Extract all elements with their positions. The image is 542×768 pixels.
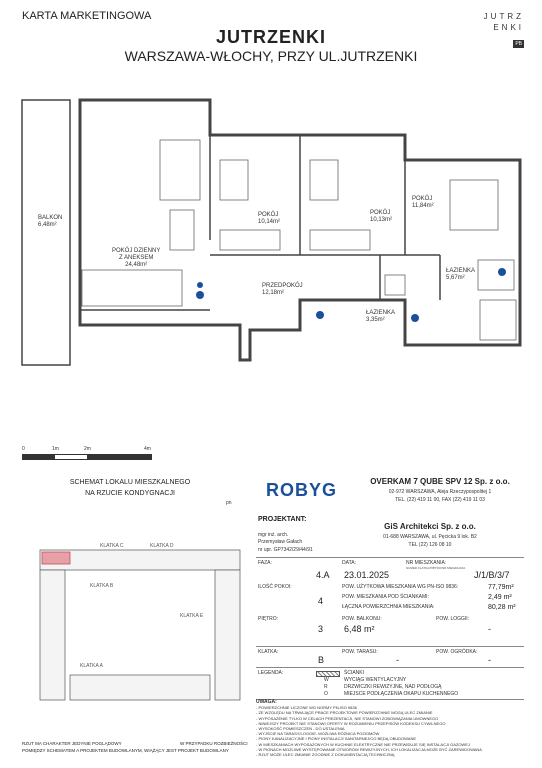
room-pokoj-dzienny: POKÓJ DZIENNY Z ANEKSEM 24,48m² [112,248,161,268]
room-pokoj-2: POKÓJ 10,13m² [370,210,393,223]
ogrodka-label: POW. OGRÓDKA: [436,649,478,655]
klatka-e: KLATKA E [180,613,204,619]
site-plan [20,505,260,705]
info-table-row2 [256,646,524,667]
legend-sym-3: R [324,684,328,690]
room-lazienka-2: ŁAZIENKA 3,35m² [366,310,396,323]
plan-walls [22,100,520,365]
scale-2m: 2m [84,446,91,452]
page-title: JUTRZENKI [215,27,326,47]
unit-highlight [42,552,70,564]
balkon-label: POW. BALKONU: [342,616,382,622]
note-10: - RZUT MOŻE ULEC ZMIANIE ZGODNIE Z DOKUMENTACJĄ TECHNICZNĄ [256,752,395,758]
legend-label: LEGENDA: [258,670,284,676]
floor-plan [0,70,542,400]
projektant-name2: Przemysław Gałach [258,539,303,545]
projektant-name1: mgr inż. arch. [258,532,289,538]
notes-label: UWAGA: [256,699,277,705]
legend-item-1: ŚCIANKI [344,670,365,676]
logo [480,12,524,62]
room-pokoj-3: POKÓJ 11,84m² [412,196,434,209]
footer-right-1: W PRZYPADKU ROZBIEŻNOŚCI [180,741,248,746]
developer-name: OVERKAM 7 QUBE SPV 12 Sp. z o.o. [370,477,510,486]
ps-label: POW. MIESZKANIA POD ŚCIANKAMI: [342,594,429,600]
taras-label: POW. TARASU: [342,649,378,655]
klatka-c: KLATKA C [100,543,124,549]
developer-tel: TEL. (22) 419 11 00, FAX (22) 419 11 03 [395,497,485,503]
klatka-d: KLATKA D [150,543,174,549]
notes [256,699,524,758]
pu-value: 77,79m² [488,584,514,591]
legend [256,667,524,698]
scale-4m: 4m [144,446,151,452]
developer-addr: 02-972 WARSZAWA, Aleja Rzeczypospolitej 1 [388,489,492,495]
pl-value: 80,28 m² [488,604,516,611]
legend-item-4: MIEJSCE PODŁĄCZENIA OKAPU KUCHENNEGO [344,691,459,697]
scale-0: 0 [22,446,25,452]
page-subtitle: WARSZAWA-WŁOCHY, PRZY UL.JUTRZENKI [124,48,418,64]
loggia-value: - [488,624,491,634]
room-lazienka-1: ŁAZIENKA 5,67m² [446,268,476,281]
room-przedpokoj: PRZEDPOKÓJ 12,18m² [262,283,303,296]
schemat-title-2: NA RZUCIE KONDYGNACJI [85,490,175,497]
faza-value: 4.A [316,570,330,580]
projektant-label: PROJEKTANT: [258,516,307,523]
north-label: pn [226,500,232,506]
pietro-label: PIĘTRO: [258,616,279,622]
legend-item-3: DRZWICZKI REWIZYJNE, NAD PODŁOGĄ [344,684,442,690]
klatka-label: KLATKA: [258,649,279,655]
note-1: - POWIERZCHNIE LICZONE WG NORMY PN-ISO 9836 [256,705,357,711]
pu-label: POW. UŻYTKOWA MIESZKANIA WG PN-ISO 9836: [342,584,459,590]
footer-left-1: RZUT MA CHARAKTER JEDYNIE POGLĄDOWY [22,741,122,746]
note-4: - NINIEJSZY PROJEKT NIE STANOWI OFERTY W ROZUMIENIU PRZEPISÓW KODEKSU CYWILNEGO [256,720,446,726]
architect-addr: 01-688 WARSZAWA, ul. Pęcicka 9 lok. B2 [383,534,477,540]
room-pokoj-1: POKÓJ 10,14m² [258,212,281,225]
ogrodka-value: - [488,655,491,665]
logo-bottom: ENKI [493,23,524,32]
pokoi-value: 4 [318,596,324,606]
architect-tel: TEL (22) 126 08 10 [408,542,452,548]
data-label: DATA: [342,560,356,566]
nr-sub: NUMER KLATKA/PIĘTRO/NR MIESZKANIA [406,566,466,570]
legend-sym-2: W [324,677,329,683]
logo-top: JUTRZ [483,12,524,21]
info-table [256,557,524,646]
note-7: - PIONY KANALIZACYJNE I PIONY INSTALACJI SANITARNEJ/CO BĘDĄ OBUDOWANE [256,736,417,742]
room-balkon: BALKON 6,48m² [38,215,63,228]
nr-label: NR MIESZKANIA: [406,560,447,566]
note-8: - W MIESZKANIACH WYPOSAŻONYCH W KUCHNIE ELEKTRYCZNE NIE PRZEWIDUJE SIĘ INSTALACJI GAZOWEJ [256,741,470,747]
klatka-value: B [318,655,325,665]
ps-value: 2,49 m² [488,594,512,601]
scale-1m: 1m [52,446,59,452]
karta-label: KARTA MARKETINGOWA [22,10,152,22]
note-2: - ZE WZGLĘDU NA TRWAJĄCE PRACE PROJEKTOWE POWIERZCHNIE MOGĄ ULEC ZMIANIE [256,710,433,716]
robyg-logo: ROBYG [266,480,338,500]
loggia-label: POW. LOGGII: [436,616,470,622]
logo-badge: PB [515,41,522,47]
note-6: - WYJŚCIE NA TARASY/LOGGIE- MOŻLIWA RÓŻNICA POZIOMÓW [256,731,380,737]
nr-value: J/1/B/3/7 [474,570,510,580]
klatka-b: KLATKA B [90,583,114,589]
projektant-nr: nr upr. GP7342/29/44/91 [258,547,313,553]
pietro-value: 3 [318,624,324,634]
klatka-a: KLATKA A [80,663,103,669]
note-9: - W PIONACH MOŻLIWE WYSTĘPOWANIE OTWORÓW REWIZYJNYCH, ICH LOKALIZACJA MOŻE BYĆ ZAREWIDOWANA [256,746,482,752]
pl-label: ŁĄCZNA POWIERZCHNIA MIESZKANIA: [342,604,435,610]
note-5: - WYSOKOŚĆ POMIESZCZEŃ - DO USTALENIA [256,726,345,732]
faza-label: FAZA: [258,560,272,566]
architect-firm: GiS Architekci Sp. z o.o. [384,522,476,531]
pokoi-label: ILOŚĆ POKOI: [258,584,292,590]
legend-item-2: WYCIĄG WENTYLACYJNY [344,677,407,683]
balkon-value: 6,48 m² [344,624,375,634]
footer-left-2: POMIĘDZY SCHEMATEM A PROJEKTEM BUDOWLANYM, WIĄŻĄCY JEST PROJEKT BUDOWLANY [22,748,229,753]
scale-bar [22,446,152,460]
note-3: - WYPOSAŻENIE TYLKO W CELACH PREZENTACJI, NIE STANOWI ZOBOWIĄZANIA UMOWNEGO [256,715,439,721]
data-value: 23.01.2025 [344,570,390,580]
schemat-title-1: SCHEMAT LOKALU MIESZKALNEGO [69,479,191,486]
legend-sym-4: O [324,691,328,697]
taras-value: - [396,655,399,665]
